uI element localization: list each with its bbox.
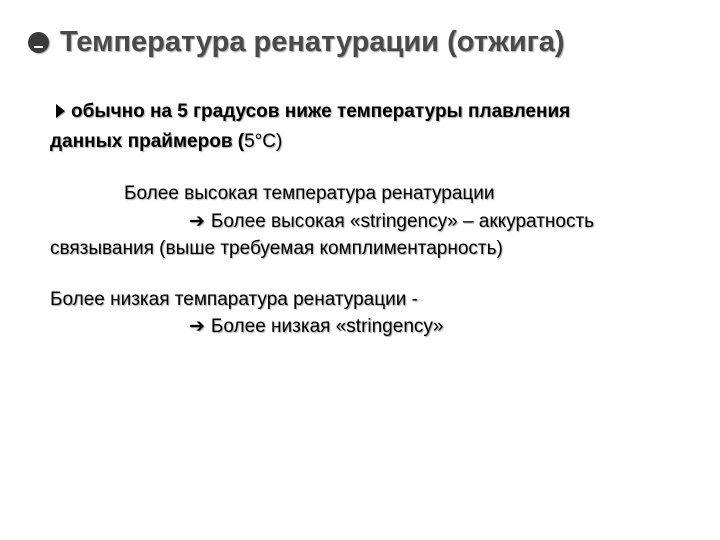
high-line2-text: Более высокая «stringency» – аккуратность xyxy=(210,211,595,232)
low-line2 xyxy=(189,316,443,338)
high-line1: Более высокая температура ренатурации xyxy=(124,183,495,204)
high-line3: связывания (выше требуемая комплиментарность) xyxy=(50,238,503,259)
low-line2-text: Более низкая «stringency» xyxy=(210,316,444,337)
triangle-bullet-icon xyxy=(56,104,65,118)
point1-line2-normal: 5°C) xyxy=(244,131,283,152)
point1-line1 xyxy=(56,101,570,123)
point1-line2-bold: данных праймеров ( xyxy=(50,131,245,152)
circle-bullet-icon xyxy=(28,32,49,53)
right-arrow-icon: ➔ xyxy=(189,316,205,337)
point1-line2 xyxy=(50,131,282,153)
right-arrow-icon: ➔ xyxy=(189,211,205,232)
slide-title-row xyxy=(28,26,565,59)
low-line1: Более низкая темпаратура ренатурации - xyxy=(50,289,418,310)
slide-title: Температура ренатурации (отжига) xyxy=(60,26,565,58)
high-line2 xyxy=(189,211,594,233)
point1-line1-text: обычно на 5 градусов ниже температуры плавления xyxy=(71,101,571,122)
